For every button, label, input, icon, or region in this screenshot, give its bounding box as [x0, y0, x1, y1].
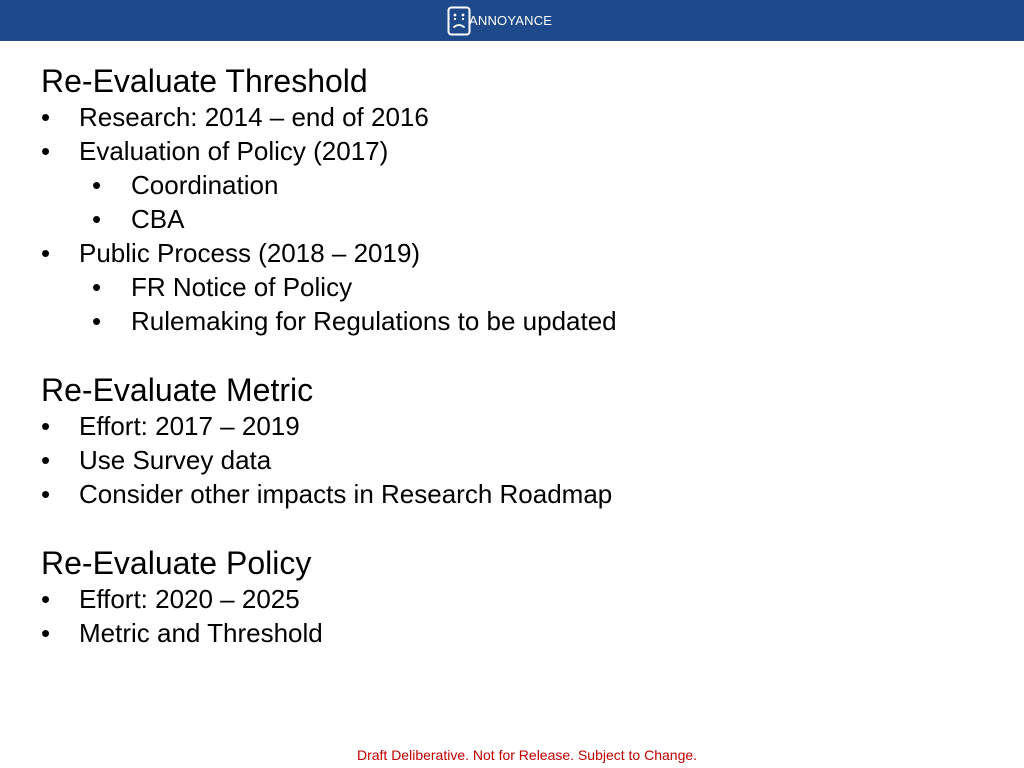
sub-bullet-item: • FR Notice of Policy	[41, 270, 991, 304]
section-policy	[41, 544, 991, 650]
bullet-item: • Public Process (2018 – 2019)	[41, 236, 991, 270]
bullet-list	[41, 582, 991, 650]
bullet-item: • Use Survey data	[41, 443, 991, 477]
sub-bullet-item: • CBA	[41, 202, 991, 236]
section-metric	[41, 371, 991, 511]
bullet-item: • Consider other impacts in Research Roadmap	[41, 477, 991, 511]
sub-bullet-item: • Coordination	[41, 168, 991, 202]
header-label: ANNOYANCE	[469, 13, 553, 28]
bullet-item: • Research: 2014 – end of 2016	[41, 100, 991, 134]
slide-content	[41, 62, 991, 650]
bullet-list	[41, 409, 991, 511]
bullet-item: • Effort: 2020 – 2025	[41, 582, 991, 616]
draft-disclaimer: Draft Deliberative. Not for Release. Subject to Change.	[356, 747, 698, 763]
bullet-item: • Metric and Threshold	[41, 616, 991, 650]
header-bar	[0, 0, 1024, 41]
frowning-face-icon	[447, 6, 471, 36]
bullet-item: • Evaluation of Policy (2017)	[41, 134, 991, 168]
section-title: Re-Evaluate Metric	[41, 372, 314, 408]
section-threshold	[41, 62, 991, 338]
header-logo	[447, 6, 552, 36]
bullet-list	[41, 100, 991, 338]
section-title: Re-Evaluate Policy	[41, 545, 312, 581]
section-title: Re-Evaluate Threshold	[41, 63, 368, 99]
bullet-item: • Effort: 2017 – 2019	[41, 409, 991, 443]
sub-bullet-item: • Rulemaking for Regulations to be updated	[41, 304, 991, 338]
